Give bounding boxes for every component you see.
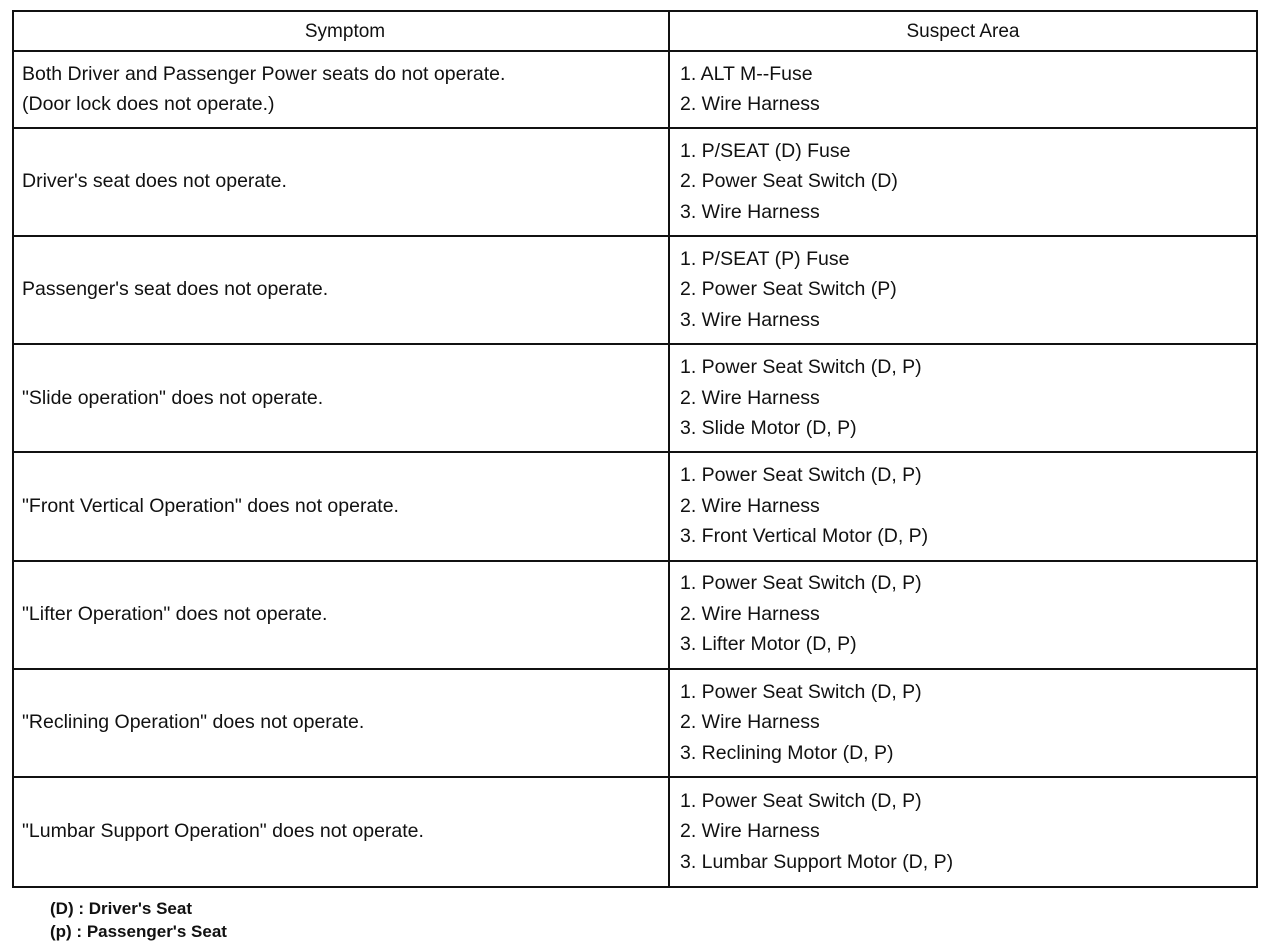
suspect-list xyxy=(680,574,922,655)
symptom-text xyxy=(22,280,328,300)
suspect-area-cell xyxy=(670,345,1256,453)
suspect-list xyxy=(680,789,954,873)
suspect-area-cell xyxy=(670,778,1256,886)
symptom-cell xyxy=(14,562,670,670)
suspect-item: 3. Lumbar Support Motor (D, P) xyxy=(680,850,954,873)
suspect-list xyxy=(680,466,928,547)
footnote-driver: (D) : Driver's Seat xyxy=(50,899,192,918)
symptom-cell xyxy=(14,453,670,561)
symptom-line: (Door lock does not operate.) xyxy=(22,93,275,115)
table-grid xyxy=(14,12,1256,886)
suspect-item: 2. Wire Harness xyxy=(680,93,820,115)
suspect-item: 1. Power Seat Switch (D, P) xyxy=(680,789,922,812)
symptom-cell xyxy=(14,237,670,345)
symptom-cell xyxy=(14,778,670,886)
troubleshooting-table xyxy=(12,10,1258,888)
suspect-item: 2. Wire Harness xyxy=(680,711,820,734)
symptom-text xyxy=(22,172,287,192)
suspect-item: 3. Reclining Motor (D, P) xyxy=(680,741,894,764)
symptom-text xyxy=(22,822,424,842)
symptom-text xyxy=(22,386,324,409)
suspect-item: 2. Power Seat Switch (D) xyxy=(680,170,898,193)
symptom-line: "Lifter Operation" does not operate. xyxy=(22,602,328,625)
suspect-item: 1. P/SEAT (D) Fuse xyxy=(680,139,851,162)
symptom-line: "Lumbar Support Operation" does not operate. xyxy=(22,820,424,843)
symptom-text xyxy=(22,602,328,625)
symptom-line: Driver's seat does not operate. xyxy=(22,170,287,193)
suspect-list xyxy=(680,62,820,115)
suspect-item: 1. P/SEAT (P) Fuse xyxy=(680,247,850,270)
suspect-item: 1. Power Seat Switch (D, P) xyxy=(680,572,922,595)
suspect-item: 3. Lifter Motor (D, P) xyxy=(680,633,857,656)
suspect-item: 3. Front Vertical Motor (D, P) xyxy=(680,525,929,548)
symptom-cell xyxy=(14,345,670,453)
symptom-line: Both Driver and Passenger Power seats do not operate. xyxy=(22,62,506,85)
suspect-item: 2. Wire Harness xyxy=(680,820,820,843)
suspect-item: 3. Wire Harness xyxy=(680,308,820,331)
suspect-item: 2. Wire Harness xyxy=(680,386,820,409)
suspect-area-cell xyxy=(670,52,1256,129)
suspect-item: 2. Wire Harness xyxy=(680,602,820,625)
symptom-line: "Front Vertical Operation" does not operate. xyxy=(22,494,399,517)
suspect-list xyxy=(680,358,922,439)
suspect-list xyxy=(680,680,922,764)
suspect-area-cell xyxy=(670,453,1256,561)
symptom-text xyxy=(22,494,399,517)
suspect-item: 3. Slide Motor (D, P) xyxy=(680,417,857,440)
footnotes xyxy=(50,897,227,943)
symptom-cell xyxy=(14,670,670,778)
symptom-cell xyxy=(14,129,670,237)
footnote-passenger: (p) : Passenger's Seat xyxy=(50,922,227,941)
symptom-text xyxy=(22,713,364,733)
suspect-item: 1. Power Seat Switch (D, P) xyxy=(680,356,922,379)
suspect-item: 1. Power Seat Switch (D, P) xyxy=(680,464,922,487)
suspect-list xyxy=(680,139,898,223)
suspect-list xyxy=(680,247,897,331)
header-suspect-area: Suspect Area xyxy=(670,12,1256,52)
suspect-area-cell xyxy=(670,562,1256,670)
suspect-area-cell xyxy=(670,237,1256,345)
suspect-item: 3. Wire Harness xyxy=(680,200,820,223)
suspect-area-cell xyxy=(670,129,1256,237)
suspect-item: 1. Power Seat Switch (D, P) xyxy=(680,680,922,703)
suspect-area-cell xyxy=(670,670,1256,778)
symptom-cell xyxy=(14,52,670,129)
suspect-item: 1. ALT M--Fuse xyxy=(680,62,813,85)
header-symptom: Symptom xyxy=(14,12,670,52)
symptom-line: Passenger's seat does not operate. xyxy=(22,278,329,301)
symptom-line: "Reclining Operation" does not operate. xyxy=(22,711,365,734)
symptom-line: "Slide operation" does not operate. xyxy=(22,386,324,409)
symptom-text xyxy=(22,62,506,115)
suspect-item: 2. Power Seat Switch (P) xyxy=(680,278,897,301)
suspect-item: 2. Wire Harness xyxy=(680,494,820,517)
